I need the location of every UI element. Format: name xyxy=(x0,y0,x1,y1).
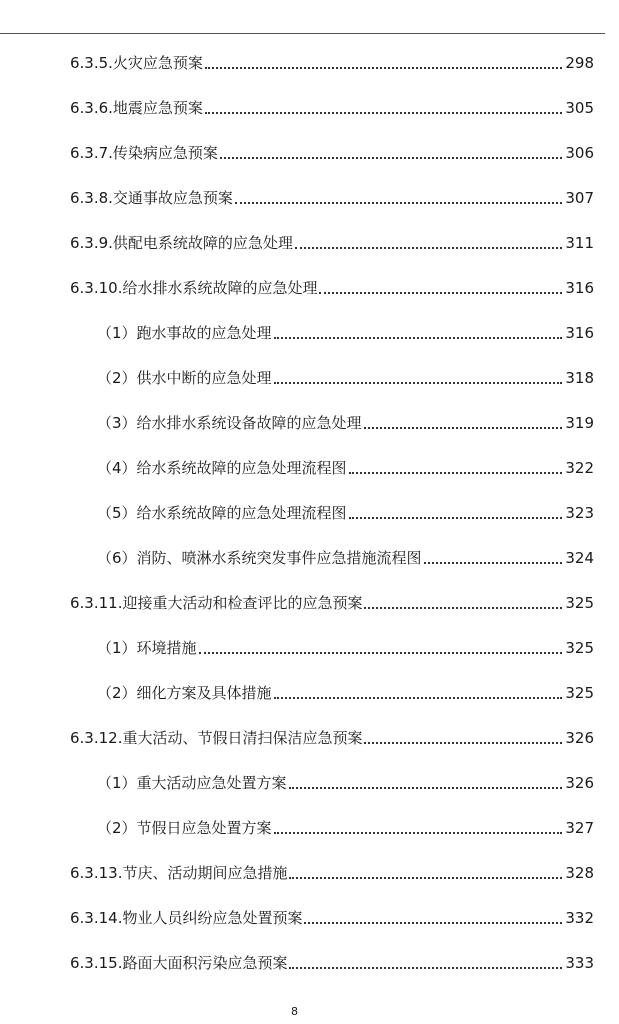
dot-leader xyxy=(319,292,562,294)
toc-entry-label: （3）给水排水系统设备故障的应急处理 xyxy=(97,414,362,432)
toc-entry-label: （1）重大活动应急处置方案 xyxy=(97,774,287,792)
dot-leader xyxy=(424,562,563,564)
toc-entry[interactable] xyxy=(0,727,619,749)
toc-entry-page: 327 xyxy=(565,819,594,837)
dot-leader xyxy=(349,517,563,519)
toc-entry-label: （6）消防、喷淋水系统突发事件应急措施流程图 xyxy=(97,549,422,567)
toc-subentry[interactable] xyxy=(0,772,619,794)
toc-entry-label: 6.3.6.地震应急预案 xyxy=(70,99,203,117)
header-rule xyxy=(0,33,605,34)
toc-entry-label: （2）节假日应急处置方案 xyxy=(97,819,272,837)
toc-entry-page: 306 xyxy=(565,144,594,162)
toc-entry-page: 319 xyxy=(565,414,594,432)
dot-leader xyxy=(349,472,563,474)
toc-entry-page: 316 xyxy=(565,324,594,342)
toc-entry-label: （2）供水中断的应急处理 xyxy=(97,369,272,387)
toc-entry[interactable] xyxy=(0,277,619,299)
toc-entry-label: （4）给水系统故障的应急处理流程图 xyxy=(97,459,347,477)
footer-page-number: 8 xyxy=(291,1005,298,1018)
toc-entry-page: 316 xyxy=(565,279,594,297)
toc-entry-page: 328 xyxy=(565,864,594,882)
toc-entry-page: 325 xyxy=(565,594,594,612)
dot-leader xyxy=(304,922,562,924)
dot-leader xyxy=(295,247,562,249)
dot-leader xyxy=(274,697,563,699)
toc-subentry[interactable] xyxy=(0,547,619,569)
toc-entry-page: 325 xyxy=(565,639,594,657)
toc-entry-page: 325 xyxy=(565,684,594,702)
dot-leader xyxy=(364,427,563,429)
toc-entry-page: 323 xyxy=(565,504,594,522)
toc-entry-page: 324 xyxy=(565,549,594,567)
toc-subentry[interactable] xyxy=(0,322,619,344)
toc-subentry[interactable] xyxy=(0,367,619,389)
toc-entry[interactable] xyxy=(0,592,619,614)
toc-entry[interactable] xyxy=(0,952,619,974)
toc-subentry[interactable] xyxy=(0,457,619,479)
toc-entry-page: 298 xyxy=(565,54,594,72)
dot-leader xyxy=(220,157,562,159)
toc-entry-label: （1）环境措施 xyxy=(97,639,197,657)
toc-entry-page: 305 xyxy=(565,99,594,117)
toc-entry[interactable] xyxy=(0,187,619,209)
toc-entry-label: 6.3.11.迎接重大活动和检查评比的应急预案 xyxy=(70,594,363,612)
toc-entry-page: 326 xyxy=(565,774,594,792)
toc-subentry[interactable] xyxy=(0,817,619,839)
toc-entry-label: （1）跑水事故的应急处理 xyxy=(97,324,272,342)
dot-leader xyxy=(205,112,562,114)
toc-entry-label: （5）给水系统故障的应急处理流程图 xyxy=(97,504,347,522)
toc-entry-label: 6.3.15.路面大面积污染应急预案 xyxy=(70,954,288,972)
toc-entry-page: 333 xyxy=(565,954,594,972)
toc-entry[interactable] xyxy=(0,907,619,929)
toc-entry-page: 311 xyxy=(565,234,594,252)
toc-entry-label: （2）细化方案及具体措施 xyxy=(97,684,272,702)
toc-entry-label: 6.3.8.交通事故应急预案 xyxy=(70,189,233,207)
toc-entry[interactable] xyxy=(0,97,619,119)
dot-leader xyxy=(364,607,562,609)
dot-leader xyxy=(289,967,562,969)
toc-entry[interactable] xyxy=(0,142,619,164)
toc-subentry[interactable] xyxy=(0,637,619,659)
dot-leader xyxy=(235,202,562,204)
toc-entry[interactable] xyxy=(0,232,619,254)
toc-entry-page: 332 xyxy=(565,909,594,927)
toc-entry-label: 6.3.14.物业人员纠纷应急处置预案 xyxy=(70,909,303,927)
dot-leader xyxy=(199,652,563,654)
toc-entry[interactable] xyxy=(0,52,619,74)
dot-leader xyxy=(274,382,563,384)
dot-leader xyxy=(289,877,562,879)
toc-subentry[interactable] xyxy=(0,682,619,704)
toc-entry[interactable] xyxy=(0,862,619,884)
toc-entry-label: 6.3.13.节庆、活动期间应急措施 xyxy=(70,864,288,882)
toc-subentry[interactable] xyxy=(0,412,619,434)
toc-entry-label: 6.3.7.传染病应急预案 xyxy=(70,144,218,162)
dot-leader xyxy=(289,787,563,789)
toc-entry-page: 318 xyxy=(565,369,594,387)
toc-entry-label: 6.3.10.给水排水系统故障的应急处理 xyxy=(70,279,318,297)
toc-entry-page: 326 xyxy=(565,729,594,747)
toc-entry-label: 6.3.12.重大活动、节假日清扫保洁应急预案 xyxy=(70,729,363,747)
dot-leader xyxy=(205,67,562,69)
toc-entry-label: 6.3.9.供配电系统故障的应急处理 xyxy=(70,234,293,252)
dot-leader xyxy=(274,832,563,834)
toc-subentry[interactable] xyxy=(0,502,619,524)
toc-entry-page: 307 xyxy=(565,189,594,207)
toc-entry-label: 6.3.5.火灾应急预案 xyxy=(70,54,203,72)
dot-leader xyxy=(364,742,562,744)
toc-entry-page: 322 xyxy=(565,459,594,477)
dot-leader xyxy=(274,337,563,339)
